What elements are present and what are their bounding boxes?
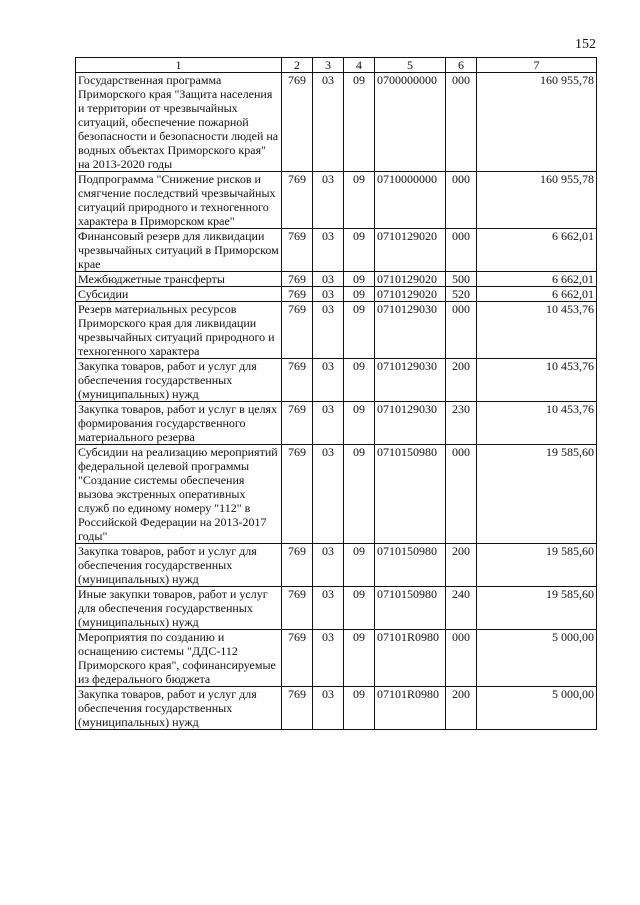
admin-code: 769 [282, 587, 313, 630]
admin-code: 769 [282, 73, 313, 172]
amount: 10 453,76 [477, 359, 597, 402]
admin-code: 769 [282, 287, 313, 302]
section-code: 03 [313, 73, 344, 172]
expense-type-code: 000 [446, 73, 477, 172]
row-name: Подпрограмма "Снижение рисков и смягчение последствий чрезвычайных ситуаций природного и техногенного характера в Приморском крае" [76, 172, 282, 229]
admin-code: 769 [282, 359, 313, 402]
amount: 5 000,00 [477, 630, 597, 687]
table-row [76, 630, 597, 687]
row-name: Резерв материальных ресурсов Приморского края для ликвидации чрезвычайных ситуаций природного и техногенного характера [76, 302, 282, 359]
header-cell-1: 1 [76, 58, 282, 73]
amount: 19 585,60 [477, 445, 597, 544]
subsection-code: 09 [344, 687, 375, 730]
target-article-code: 0700000000 [375, 73, 446, 172]
expense-type-code: 500 [446, 272, 477, 287]
table-row [76, 359, 597, 402]
table-row [76, 544, 597, 587]
row-name: Финансовый резерв для ликвидации чрезвычайных ситуаций в Приморском крае [76, 229, 282, 272]
expense-type-code: 000 [446, 172, 477, 229]
amount: 6 662,01 [477, 272, 597, 287]
expense-type-code: 000 [446, 229, 477, 272]
admin-code: 769 [282, 272, 313, 287]
admin-code: 769 [282, 229, 313, 272]
target-article-code: 07101R0980 [375, 687, 446, 730]
header-cell-6: 6 [446, 58, 477, 73]
section-code: 03 [313, 544, 344, 587]
subsection-code: 09 [344, 359, 375, 402]
table-row [76, 587, 597, 630]
subsection-code: 09 [344, 73, 375, 172]
subsection-code: 09 [344, 229, 375, 272]
amount: 10 453,76 [477, 402, 597, 445]
table-row [76, 302, 597, 359]
row-name: Мероприятия по созданию и оснащению системы "ДДС-112 Приморского края", софинансируемые из федерального бюджета [76, 630, 282, 687]
target-article-code: 0710129020 [375, 272, 446, 287]
section-code: 03 [313, 630, 344, 687]
table-row [76, 445, 597, 544]
expense-type-code: 520 [446, 287, 477, 302]
section-code: 03 [313, 172, 344, 229]
amount: 6 662,01 [477, 229, 597, 272]
header-cell-5: 5 [375, 58, 446, 73]
subsection-code: 09 [344, 544, 375, 587]
admin-code: 769 [282, 544, 313, 587]
section-code: 03 [313, 402, 344, 445]
page-number: 152 [575, 37, 596, 52]
target-article-code: 0710129030 [375, 302, 446, 359]
expense-type-code: 000 [446, 302, 477, 359]
target-article-code: 0710150980 [375, 587, 446, 630]
section-code: 03 [313, 287, 344, 302]
row-name: Иные закупки товаров, работ и услуг для обеспечения государственных (муниципальных) нужд [76, 587, 282, 630]
row-name: Закупка товаров, работ и услуг в целях формирования государственного материального резерва [76, 402, 282, 445]
expense-type-code: 240 [446, 587, 477, 630]
subsection-code: 09 [344, 630, 375, 687]
admin-code: 769 [282, 172, 313, 229]
header-cell-3: 3 [313, 58, 344, 73]
budget-table [75, 57, 597, 730]
header-row [76, 58, 597, 73]
target-article-code: 0710000000 [375, 172, 446, 229]
subsection-code: 09 [344, 587, 375, 630]
section-code: 03 [313, 445, 344, 544]
amount: 5 000,00 [477, 687, 597, 730]
amount: 6 662,01 [477, 287, 597, 302]
admin-code: 769 [282, 630, 313, 687]
row-name: Закупка товаров, работ и услуг для обеспечения государственных (муниципальных) нужд [76, 687, 282, 730]
section-code: 03 [313, 687, 344, 730]
admin-code: 769 [282, 402, 313, 445]
row-name: Субсидии [76, 287, 282, 302]
section-code: 03 [313, 302, 344, 359]
subsection-code: 09 [344, 272, 375, 287]
amount: 19 585,60 [477, 587, 597, 630]
target-article-code: 0710129030 [375, 402, 446, 445]
amount: 10 453,76 [477, 302, 597, 359]
table-row [76, 172, 597, 229]
header-cell-2: 2 [282, 58, 313, 73]
table-row [76, 73, 597, 172]
expense-type-code: 000 [446, 445, 477, 544]
section-code: 03 [313, 359, 344, 402]
expense-type-code: 200 [446, 544, 477, 587]
target-article-code: 0710129020 [375, 287, 446, 302]
row-name: Государственная программа Приморского края "Защита населения и территории от чрезвычайных ситуаций, обеспечение пожарной безопасности и безопасности людей на водных объектах Приморского края" на 2013-2020 годы [76, 73, 282, 172]
target-article-code: 0710150980 [375, 544, 446, 587]
target-article-code: 0710150980 [375, 445, 446, 544]
admin-code: 769 [282, 445, 313, 544]
subsection-code: 09 [344, 445, 375, 544]
expense-type-code: 000 [446, 630, 477, 687]
table-row [76, 229, 597, 272]
target-article-code: 0710129030 [375, 359, 446, 402]
row-name: Межбюджетные трансферты [76, 272, 282, 287]
section-code: 03 [313, 229, 344, 272]
table-row [76, 272, 597, 287]
table-row [76, 687, 597, 730]
admin-code: 769 [282, 302, 313, 359]
expense-type-code: 200 [446, 359, 477, 402]
amount: 160 955,78 [477, 73, 597, 172]
row-name: Закупка товаров, работ и услуг для обеспечения государственных (муниципальных) нужд [76, 359, 282, 402]
target-article-code: 0710129020 [375, 229, 446, 272]
subsection-code: 09 [344, 402, 375, 445]
row-name: Закупка товаров, работ и услуг для обеспечения государственных (муниципальных) нужд [76, 544, 282, 587]
row-name: Субсидии на реализацию мероприятий федеральной целевой программы "Создание системы обеспечения вызова экстренных оперативных служб по единому номеру "112" в Российской Федерации на 2013-2017 годы" [76, 445, 282, 544]
section-code: 03 [313, 272, 344, 287]
amount: 19 585,60 [477, 544, 597, 587]
header-cell-4: 4 [344, 58, 375, 73]
header-cell-7: 7 [477, 58, 597, 73]
admin-code: 769 [282, 687, 313, 730]
subsection-code: 09 [344, 302, 375, 359]
subsection-code: 09 [344, 172, 375, 229]
table-body [76, 73, 597, 730]
table-row [76, 402, 597, 445]
amount: 160 955,78 [477, 172, 597, 229]
target-article-code: 07101R0980 [375, 630, 446, 687]
expense-type-code: 200 [446, 687, 477, 730]
expense-type-code: 230 [446, 402, 477, 445]
section-code: 03 [313, 587, 344, 630]
table-row [76, 287, 597, 302]
subsection-code: 09 [344, 287, 375, 302]
